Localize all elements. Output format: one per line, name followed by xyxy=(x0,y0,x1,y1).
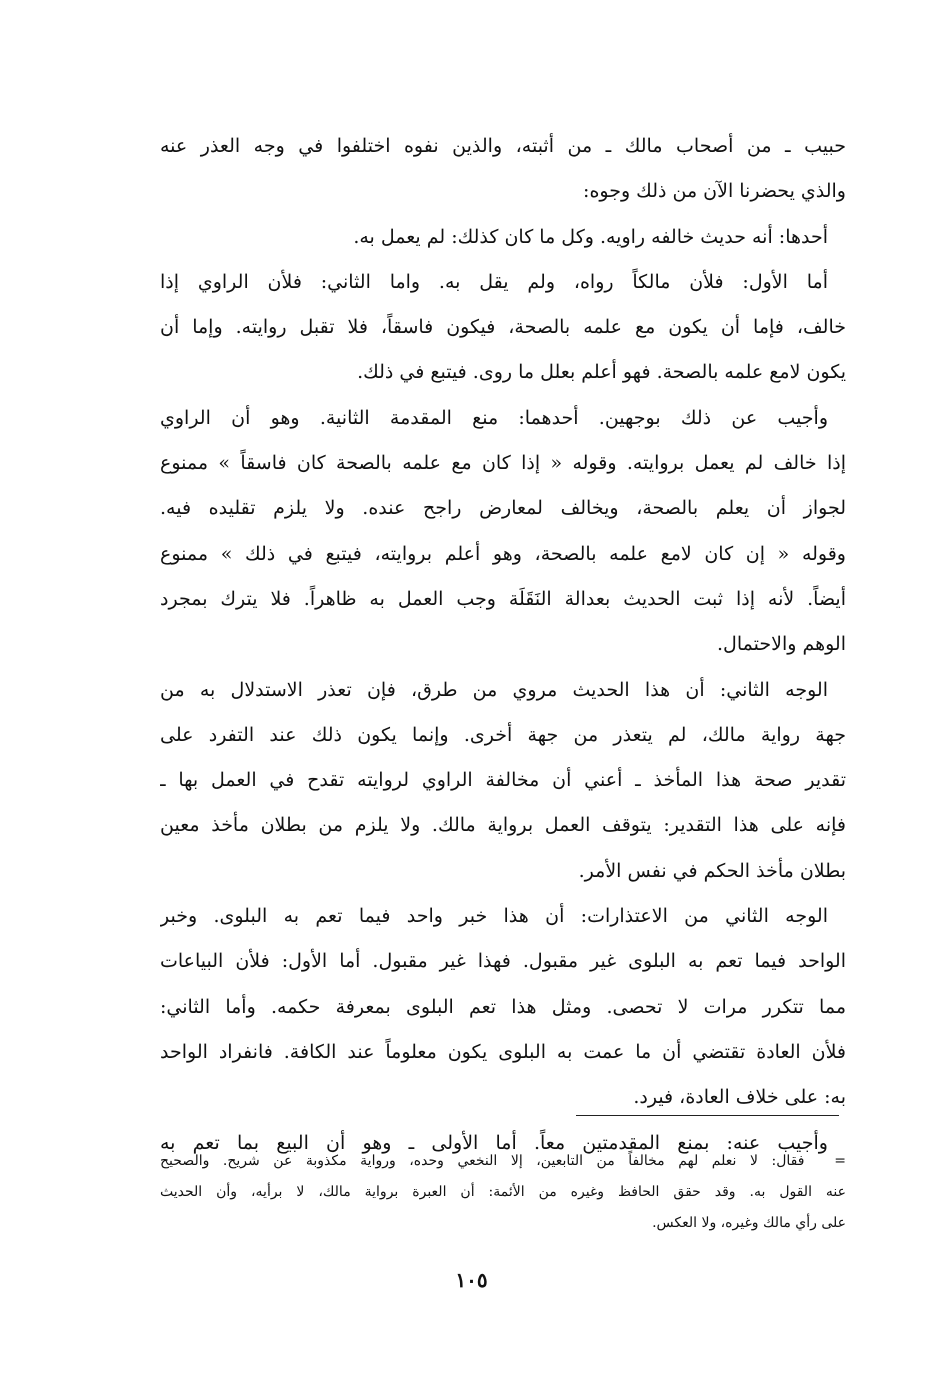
text-line: خالف، فإما أن يكون مع علمه بالصحة، فيكون فاسقاً، فلا تقبل روايته. وإما أن xyxy=(160,316,846,339)
text-line: يكون لامع علمه بالصحة. فهو أعلم بعلل ما روى. فيتبع في ذلك. xyxy=(357,361,846,384)
footnote-divider xyxy=(576,1115,839,1116)
text-line: جهة رواية مالك، لم يتعذر من جهة أخرى. وإنما يكون ذلك عند التفرد على xyxy=(160,723,846,746)
page-number: ١٠٥ xyxy=(455,1268,488,1292)
text-line: فلأن العادة تقتضي أن ما عمت به البلوى يكون معلوماً عند الكافة. فانفراد الواحد xyxy=(160,1040,846,1063)
text-line: أيضاً. لأنه إذا ثبت الحديث بعدالة النَقَلَة وجب العمل به ظاهراً. فلا يترك بمجرد xyxy=(160,587,846,610)
text-line: حبيب ـ من أصحاب مالك ـ من أثبته، والذين نفوه اختلفوا في وجه العذر عنه xyxy=(160,135,846,157)
text-line: به: على خلاف العادة، فيرد. xyxy=(633,1086,846,1109)
footnote-line-text: فقال: لا نعلم لهم مخالفاً من التابعين، إلا النخعي وحده، ورواية مكذوبة عن شريح. والصحيح xyxy=(160,1153,805,1169)
text-line: لجواز أن يعلم بالصحة، ويخالف لمعارض راجح عنده. ولا يلزم تقليده فيه. xyxy=(160,497,846,520)
text-line: الواحد فيما تعم به البلوى غير مقبول. فهذا غير مقبول. أما الأول: فلأن البياعات xyxy=(160,950,846,973)
footnote xyxy=(160,1146,846,1239)
main-text-body xyxy=(160,124,846,1166)
text-line: بطلان مأخذ الحكم في نفس الأمر. xyxy=(578,859,846,882)
text-line: الوجه الثاني من الاعتذارات: أن هذا خبر واحد فيما تعم به البلوى. وخبر xyxy=(160,905,828,928)
footnote-line: عنه القول به. وقد حقق الحافظ وغيره من الأئمة: أن العبرة برواية مالك، لا برأيه، وأن الحديث xyxy=(160,1184,846,1200)
text-line: وأجيب عنه: بمنع المقدمتين معاً. أما الأولى ـ وهو أن البيع بما تعم به xyxy=(160,1131,828,1154)
text-line: أحدها: أنه حديث خالفه راويه. وكل ما كان كذلك: لم يعمل به. xyxy=(353,225,828,248)
text-line: والذي يحضرنا الآن من ذلك وجوه: xyxy=(583,180,846,203)
text-line: إذا خالف لم يعمل بروايته. وقوله « إذا كان مع علمه بالصحة كان فاسقاً » ممنوع xyxy=(160,452,846,475)
text-line: الوهم والاحتمال. xyxy=(717,633,846,656)
text-line: أما الأول: فلأن مالكاً رواه، ولم يقل به. واما الثاني: فلأن الراوي إذا xyxy=(160,270,828,293)
text-line: فإنه على هذا التقدير: يتوقف العمل برواية مالك. ولا يلزم من بطلان مأخذ معين xyxy=(160,814,846,837)
footnote-continuation-marker: = xyxy=(834,1153,846,1169)
text-line: تقدير صحة هذا المأخذ ـ أعني أن مخالفة الراوي لروايته تقدح في العمل بها ـ xyxy=(160,769,846,792)
text-line: الوجه الثاني: أن هذا الحديث مروي من طرق، فإن تعذر الاستدلال به من xyxy=(160,678,828,701)
text-line: مما تتكرر مرات لا تحصى. ومثل هذا تعم البلوى بمعرفة حكمه. وأما الثاني: xyxy=(160,995,846,1018)
footnote-line xyxy=(160,1146,846,1177)
text-line: وأجيب عن ذلك بوجهين. أحدهما: منع المقدمة الثانية. وهو أن الراوي xyxy=(160,406,828,429)
text-line: وقوله « إن كان لامع علمه بالصحة، وهو أعلم بروايته، فيتبع في ذلك » ممنوع xyxy=(160,542,846,565)
footnote-line: على رأي مالك وغيره، ولا العكس. xyxy=(652,1215,846,1231)
